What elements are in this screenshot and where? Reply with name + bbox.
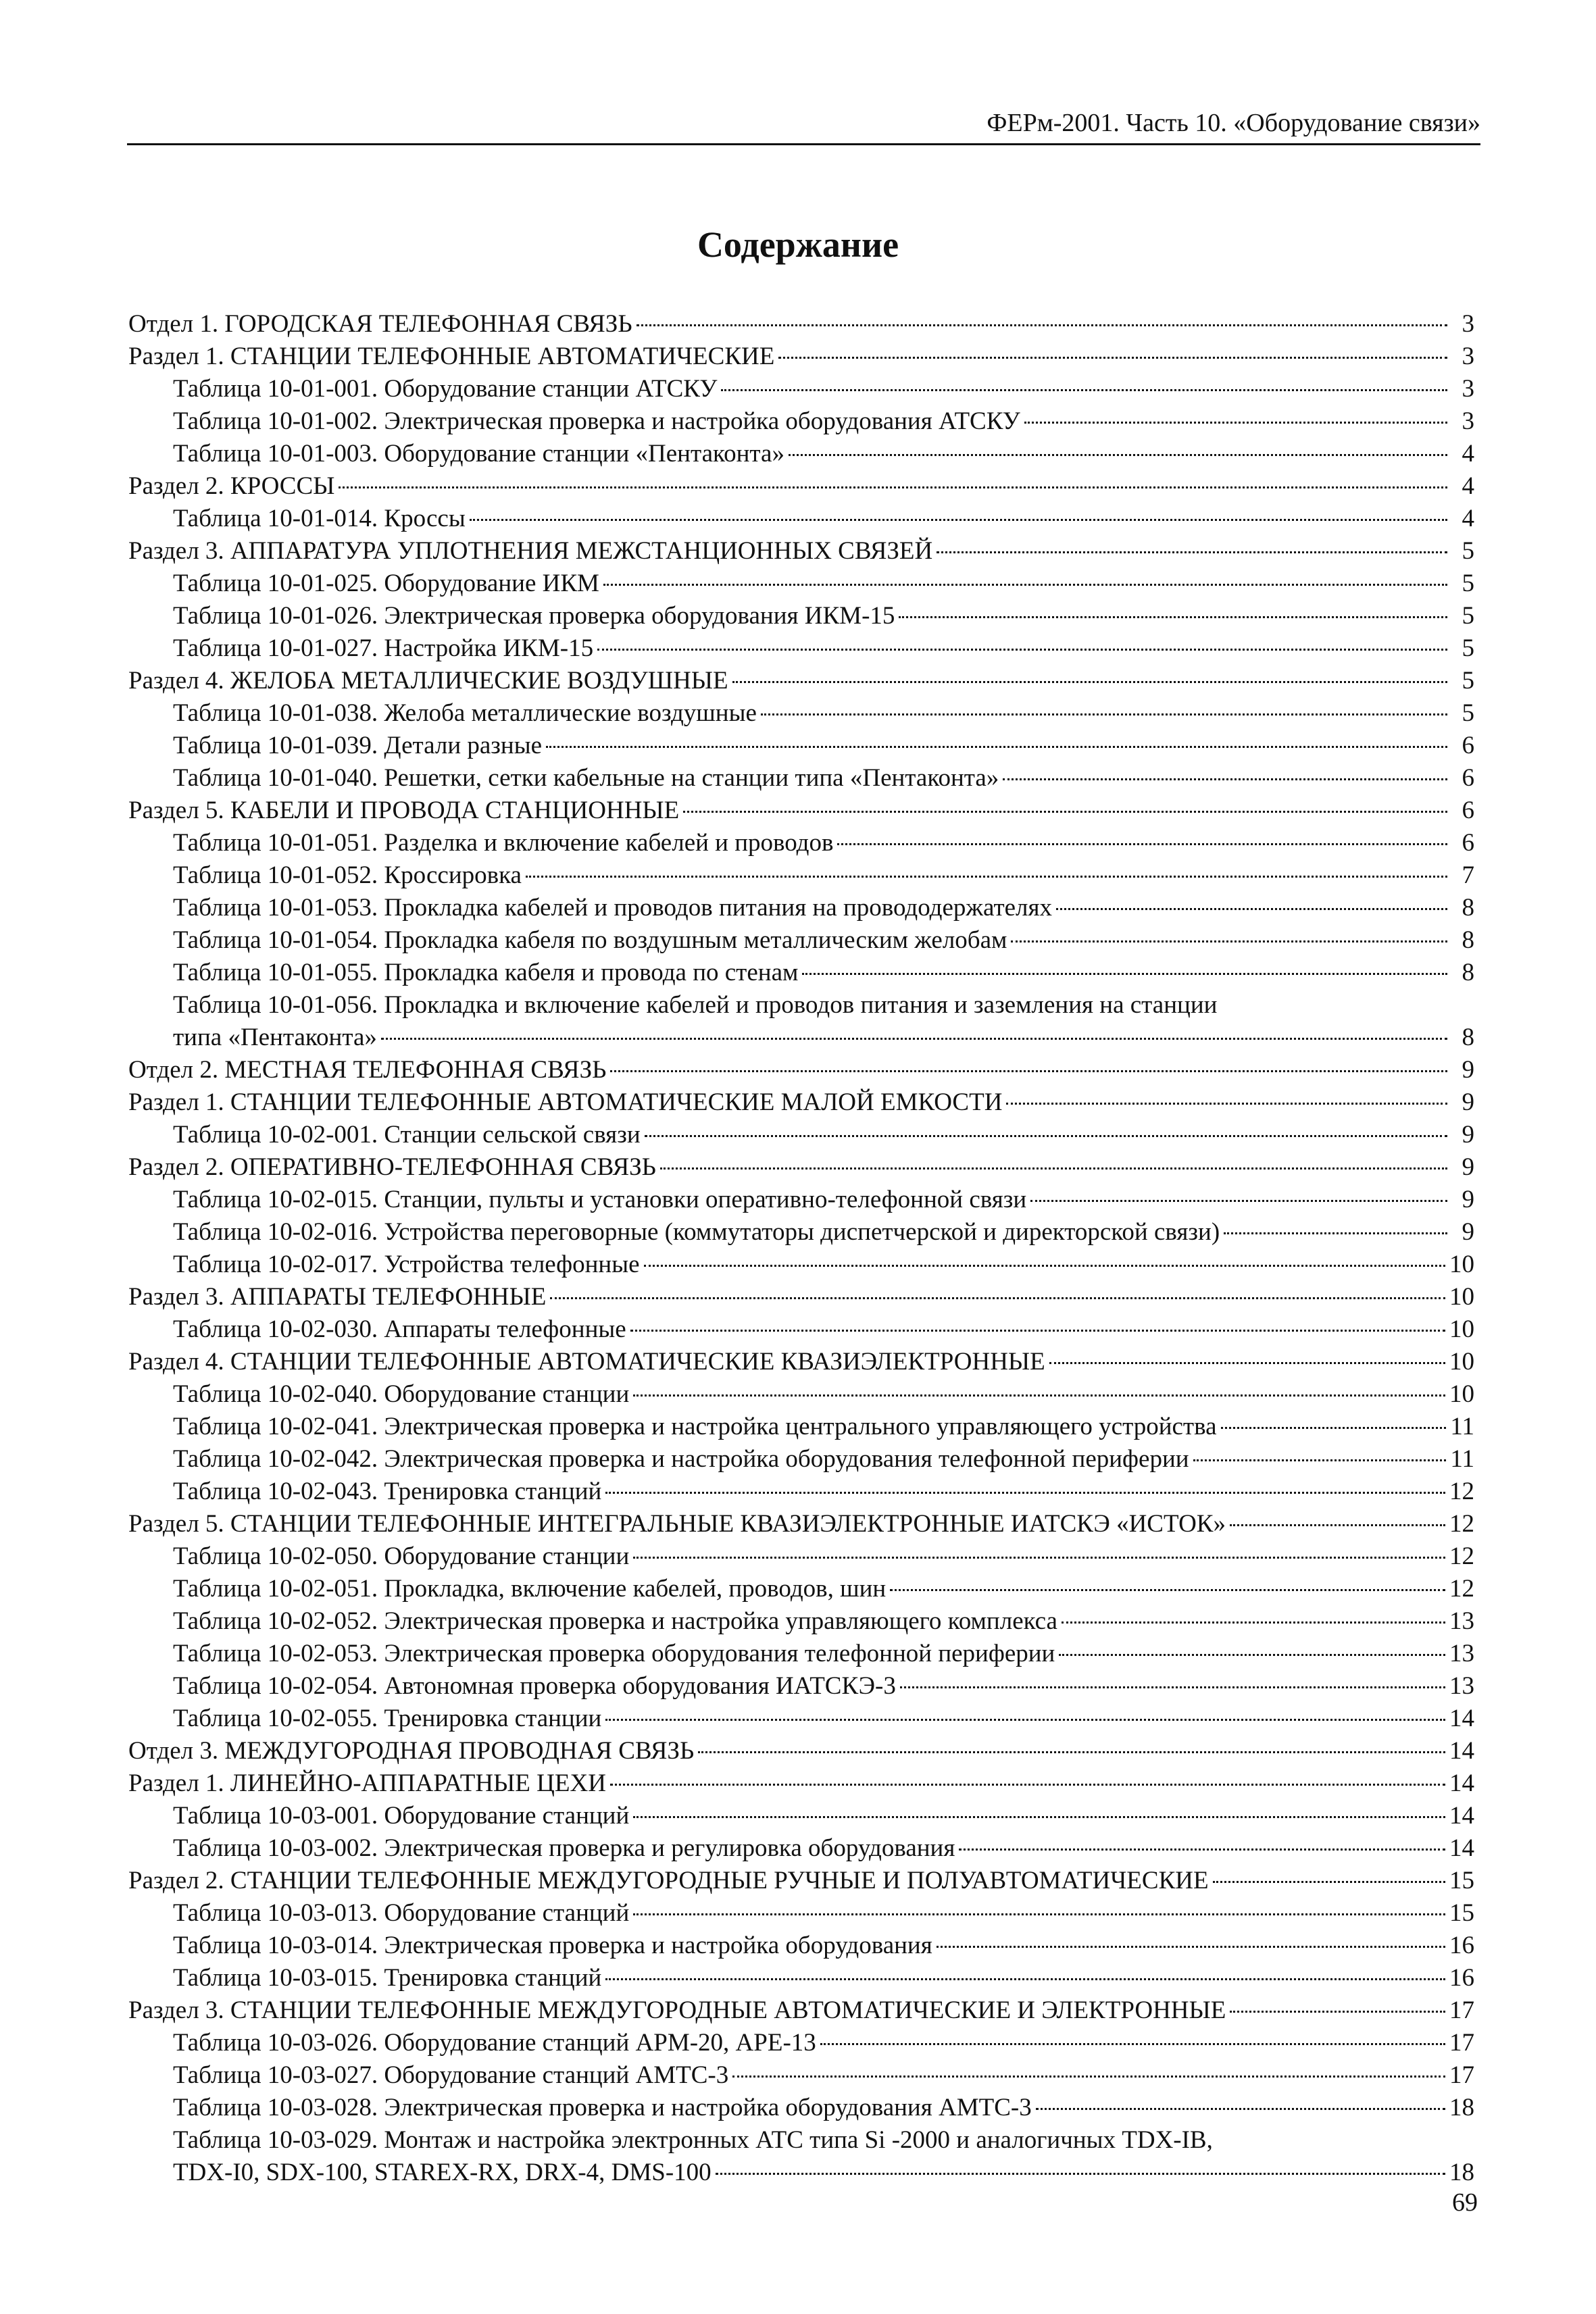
toc-entry-table[interactable] bbox=[128, 892, 1474, 924]
toc-entry-text: Отдел 1. ГОРОДСКАЯ ТЕЛЕФОННАЯ СВЯЗЬ bbox=[128, 310, 632, 338]
toc-entry-table[interactable] bbox=[128, 438, 1474, 470]
toc-entry-table[interactable] bbox=[128, 1313, 1474, 1346]
toc-entry-page: 8 bbox=[1462, 926, 1474, 954]
toc-entry-section[interactable] bbox=[128, 665, 1474, 697]
toc-entry-page: 4 bbox=[1462, 505, 1474, 532]
dot-leader bbox=[778, 357, 1447, 359]
toc-entry-text: Раздел 3. АППАРАТУРА УПЛОТНЕНИЯ МЕЖСТАНЦИОННЫХ СВЯЗЕЙ bbox=[128, 537, 933, 565]
toc-entry-text: Таблица 10-01-053. Прокладка кабелей и проводов питания на провододержателях bbox=[173, 894, 1053, 922]
toc-entry-page: 8 bbox=[1462, 1024, 1474, 1051]
dot-leader bbox=[721, 389, 1447, 391]
toc-entry-section[interactable] bbox=[128, 1281, 1474, 1313]
running-head: ФЕРм-2001. Часть 10. «Оборудование связи» bbox=[127, 108, 1480, 145]
toc-entry-page: 14 bbox=[1449, 1834, 1474, 1862]
toc-entry-text: Таблица 10-03-015. Тренировка станций bbox=[173, 1964, 602, 1992]
toc-entry-text: Таблица 10-02-015. Станции, пульты и установки оперативно-телефонной связи bbox=[173, 1186, 1027, 1213]
toc-entry-table[interactable] bbox=[128, 859, 1474, 892]
toc-entry-text: Таблица 10-03-027. Оборудование станций АМТС-3 bbox=[173, 2061, 729, 2089]
toc-entry-text: Раздел 2. КРОССЫ bbox=[128, 472, 335, 500]
toc-entry-table[interactable] bbox=[128, 1411, 1474, 1443]
dot-leader bbox=[1003, 778, 1447, 780]
dot-leader bbox=[802, 973, 1447, 975]
dot-leader bbox=[633, 1557, 1445, 1559]
dot-leader bbox=[937, 1946, 1445, 1948]
toc-entry-page: 14 bbox=[1449, 1769, 1474, 1797]
toc-entry-text: Таблица 10-01-027. Настройка ИКМ-15 bbox=[173, 634, 594, 662]
toc-entry-text: Таблица 10-02-030. Аппараты телефонные bbox=[173, 1315, 626, 1343]
toc-entry-text: Таблица 10-01-038. Желоба металлические воздушные bbox=[173, 699, 757, 727]
dot-leader bbox=[1024, 422, 1447, 424]
toc-entry-table[interactable] bbox=[128, 1897, 1474, 1930]
toc-entry-text: Таблица 10-01-051. Разделка и включение кабелей и проводов bbox=[173, 829, 834, 857]
toc-entry-table[interactable] bbox=[128, 762, 1474, 795]
toc-entry-page: 9 bbox=[1462, 1153, 1474, 1181]
toc-entry-page: 9 bbox=[1462, 1121, 1474, 1149]
toc-entry-table[interactable] bbox=[128, 1443, 1474, 1476]
toc-entry-page: 17 bbox=[1449, 2061, 1474, 2089]
toc-entry-text-continued: TDX-I0, SDX-100, STAREX-RX, DRX-4, DMS-100 bbox=[173, 2159, 712, 2186]
toc-entry-text: Таблица 10-03-014. Электрическая проверка и настройка оборудования bbox=[173, 1932, 932, 1959]
dot-leader bbox=[550, 1297, 1445, 1299]
dot-leader bbox=[610, 1070, 1447, 1072]
dot-leader bbox=[603, 584, 1447, 586]
toc-entry-table[interactable] bbox=[128, 1119, 1474, 1151]
toc-entry-page: 13 bbox=[1449, 1672, 1474, 1700]
toc-entry-text: Раздел 4. СТАНЦИИ ТЕЛЕФОННЫЕ АВТОМАТИЧЕСКИЕ КВАЗИЭЛЕКТРОННЫЕ bbox=[128, 1348, 1045, 1376]
dot-leader bbox=[470, 519, 1447, 521]
toc-entry-page: 18 bbox=[1449, 2094, 1474, 2121]
dot-leader bbox=[633, 1913, 1445, 1915]
toc-entry-text: Таблица 10-01-025. Оборудование ИКМ bbox=[173, 570, 599, 597]
toc-entry-table[interactable] bbox=[128, 989, 1474, 1054]
dot-leader bbox=[605, 1719, 1445, 1721]
toc-entry-page: 5 bbox=[1462, 602, 1474, 630]
dot-leader bbox=[633, 1394, 1445, 1397]
toc-entry-table[interactable] bbox=[128, 1378, 1474, 1411]
dot-leader bbox=[1030, 1200, 1447, 1202]
toc-entry-page: 10 bbox=[1449, 1348, 1474, 1376]
toc-entry-text: Раздел 1. СТАНЦИИ ТЕЛЕФОННЫЕ АВТОМАТИЧЕСКИЕ МАЛОЙ ЕМКОСТИ bbox=[128, 1088, 1003, 1116]
toc-entry-table[interactable] bbox=[128, 1249, 1474, 1281]
dot-leader bbox=[761, 713, 1447, 715]
toc-entry-page: 10 bbox=[1449, 1283, 1474, 1311]
toc-entry-table[interactable] bbox=[128, 957, 1474, 989]
toc-entry-page: 4 bbox=[1462, 472, 1474, 500]
toc-entry-page: 15 bbox=[1449, 1899, 1474, 1927]
toc-entry-department[interactable] bbox=[128, 308, 1474, 341]
toc-entry-page: 3 bbox=[1462, 375, 1474, 403]
toc-entry-page: 5 bbox=[1462, 634, 1474, 662]
toc-entry-page: 9 bbox=[1462, 1088, 1474, 1116]
toc-entry-section[interactable] bbox=[128, 470, 1474, 503]
toc-entry-table[interactable] bbox=[128, 2059, 1474, 2092]
toc-entry-page: 10 bbox=[1449, 1251, 1474, 1278]
toc-entry-section[interactable] bbox=[128, 1346, 1474, 1378]
toc-entry-table[interactable] bbox=[128, 568, 1474, 600]
toc-entry-page: 15 bbox=[1449, 1867, 1474, 1894]
toc-entry-page: 3 bbox=[1462, 407, 1474, 435]
toc-entry-text: Таблица 10-02-001. Станции сельской связи bbox=[173, 1121, 641, 1149]
dot-leader bbox=[1036, 2108, 1445, 2110]
dot-leader bbox=[1062, 1621, 1445, 1624]
toc-entry-table[interactable] bbox=[128, 1605, 1474, 1638]
toc-entry-text: Таблица 10-01-014. Кроссы bbox=[173, 505, 466, 532]
toc-entry-page: 11 bbox=[1450, 1413, 1474, 1440]
toc-entry-text: Таблица 10-02-055. Тренировка станции bbox=[173, 1705, 602, 1732]
toc-entry-page: 3 bbox=[1462, 310, 1474, 338]
toc-entry-text: Таблица 10-01-026. Электрическая проверка оборудования ИКМ-15 bbox=[173, 602, 895, 630]
toc-entry-section[interactable] bbox=[128, 1151, 1474, 1184]
toc-entry-table[interactable] bbox=[128, 1638, 1474, 1670]
toc-entry-text: Раздел 1. ЛИНЕЙНО-АППАРАТНЫЕ ЦЕХИ bbox=[128, 1769, 606, 1797]
toc-entry-text: Таблица 10-02-050. Оборудование станции bbox=[173, 1542, 630, 1570]
toc-entry-table[interactable] bbox=[128, 1670, 1474, 1703]
toc-entry-page: 16 bbox=[1449, 1964, 1474, 1992]
toc-entry-page: 5 bbox=[1462, 570, 1474, 597]
toc-entry-text: Таблица 10-03-013. Оборудование станций bbox=[173, 1899, 630, 1927]
dot-leader bbox=[605, 1978, 1445, 1980]
dot-leader bbox=[1224, 1232, 1447, 1234]
toc-entry-text: Таблица 10-01-001. Оборудование станции АТСКУ bbox=[173, 375, 718, 403]
toc-entry-text: Таблица 10-02-043. Тренировка станций bbox=[173, 1478, 602, 1505]
toc-entry-text: Таблица 10-01-003. Оборудование станции «Пентаконта» bbox=[173, 440, 784, 468]
dot-leader bbox=[1059, 1654, 1445, 1656]
toc-entry-page: 9 bbox=[1462, 1186, 1474, 1213]
dot-leader bbox=[899, 616, 1447, 618]
page-number: 69 bbox=[1452, 2188, 1478, 2217]
dot-leader bbox=[381, 1038, 1447, 1040]
toc-entry-text: Раздел 2. СТАНЦИИ ТЕЛЕФОННЫЕ МЕЖДУГОРОДНЫЕ РУЧНЫЕ И ПОЛУАВТОМАТИЧЕСКИЕ bbox=[128, 1867, 1209, 1894]
toc-entry-page: 12 bbox=[1449, 1478, 1474, 1505]
toc-entry-page: 8 bbox=[1462, 959, 1474, 986]
toc-entry-page: 9 bbox=[1462, 1056, 1474, 1084]
toc-entry-page: 12 bbox=[1449, 1575, 1474, 1603]
dot-leader bbox=[660, 1167, 1447, 1169]
toc-entry-text: Таблица 10-01-002. Электрическая проверка и настройка оборудования АТСКУ bbox=[173, 407, 1020, 435]
dot-leader bbox=[526, 876, 1447, 878]
toc-entry-table[interactable] bbox=[128, 730, 1474, 762]
dot-leader bbox=[546, 746, 1447, 748]
toc-entry-text: Таблица 10-02-053. Электрическая проверка оборудования телефонной периферии bbox=[173, 1640, 1055, 1667]
toc-entry-page: 12 bbox=[1449, 1510, 1474, 1538]
toc-entry-section[interactable] bbox=[128, 1767, 1474, 1800]
dot-leader bbox=[644, 1265, 1445, 1267]
toc-entry-text: Таблица 10-02-052. Электрическая проверка и настройка управляющего комплекса bbox=[173, 1607, 1057, 1635]
dot-leader bbox=[1006, 1103, 1447, 1105]
dot-leader bbox=[597, 649, 1447, 651]
toc-entry-page: 14 bbox=[1449, 1705, 1474, 1732]
toc-entry-section[interactable] bbox=[128, 535, 1474, 568]
toc-entry-table[interactable] bbox=[128, 1962, 1474, 1994]
toc-entry-text: Таблица 10-03-001. Оборудование станций bbox=[173, 1802, 630, 1830]
toc-entry-page: 10 bbox=[1449, 1315, 1474, 1343]
toc-entry-page: 18 bbox=[1449, 2159, 1474, 2186]
dot-leader bbox=[605, 1492, 1445, 1494]
toc-entry-table[interactable] bbox=[128, 503, 1474, 535]
dot-leader bbox=[900, 1686, 1445, 1688]
toc-entry-table[interactable] bbox=[128, 600, 1474, 632]
toc-entry-text: Таблица 10-02-054. Автономная проверка оборудования ИАТСКЭ-3 bbox=[173, 1672, 896, 1700]
toc-entry-page: 17 bbox=[1449, 2029, 1474, 2057]
toc-entry-section[interactable] bbox=[128, 795, 1474, 827]
dot-leader bbox=[789, 454, 1447, 456]
toc-entry-table[interactable] bbox=[128, 1832, 1474, 1865]
dot-leader bbox=[837, 843, 1447, 845]
dot-leader bbox=[698, 1751, 1445, 1753]
toc-entry-department[interactable] bbox=[128, 1735, 1474, 1767]
dot-leader bbox=[716, 2173, 1445, 2175]
toc-entry-page: 13 bbox=[1449, 1640, 1474, 1667]
toc-entry-text: Таблица 10-01-039. Детали разные bbox=[173, 732, 543, 759]
dot-leader bbox=[1230, 1524, 1445, 1526]
toc-entry-text: Таблица 10-02-017. Устройства телефонные bbox=[173, 1251, 640, 1278]
dot-leader bbox=[732, 2076, 1445, 2078]
table-of-contents bbox=[128, 308, 1474, 2189]
toc-entry-table[interactable] bbox=[128, 632, 1474, 665]
toc-entry-table[interactable] bbox=[128, 373, 1474, 405]
dot-leader bbox=[959, 1848, 1445, 1851]
toc-entry-table[interactable] bbox=[128, 2092, 1474, 2124]
toc-entry-table[interactable] bbox=[128, 1184, 1474, 1216]
dot-leader bbox=[1049, 1362, 1445, 1364]
toc-entry-page: 17 bbox=[1449, 1996, 1474, 2024]
dot-leader bbox=[637, 324, 1447, 326]
toc-entry-table[interactable] bbox=[128, 2027, 1474, 2059]
toc-entry-text: Таблица 10-01-040. Решетки, сетки кабельные на станции типа «Пентаконта» bbox=[173, 764, 999, 792]
toc-entry-text: Таблица 10-02-016. Устройства переговорные (коммутаторы диспетчерской и директорской связи) bbox=[173, 1218, 1220, 1246]
toc-entry-text: Таблица 10-03-026. Оборудование станций АРМ-20, АРЕ-13 bbox=[173, 2029, 816, 2057]
toc-entry-text: Таблица 10-03-029. Монтаж и настройка электронных АТС типа Si -2000 и аналогичных TDX-IB, bbox=[173, 2126, 1213, 2154]
dot-leader bbox=[937, 551, 1447, 553]
toc-entry-section[interactable] bbox=[128, 341, 1474, 373]
toc-entry-text-continued: типа «Пентаконта» bbox=[173, 1024, 377, 1051]
toc-entry-text: Таблица 10-03-028. Электрическая проверка и настройка оборудования АМТС-3 bbox=[173, 2094, 1032, 2121]
toc-entry-page: 6 bbox=[1462, 829, 1474, 857]
toc-entry-text: Таблица 10-01-054. Прокладка кабеля по воздушным металлическим желобам bbox=[173, 926, 1007, 954]
toc-entry-page: 4 bbox=[1462, 440, 1474, 468]
toc-entry-text: Раздел 3. СТАНЦИИ ТЕЛЕФОННЫЕ МЕЖДУГОРОДНЫЕ АВТОМАТИЧЕСКИЕ И ЭЛЕКТРОННЫЕ bbox=[128, 1996, 1226, 2024]
toc-entry-text: Раздел 1. СТАНЦИИ ТЕЛЕФОННЫЕ АВТОМАТИЧЕСКИЕ bbox=[128, 343, 775, 370]
dot-leader bbox=[339, 486, 1447, 488]
toc-entry-table[interactable] bbox=[128, 697, 1474, 730]
toc-entry-section[interactable] bbox=[128, 1994, 1474, 2027]
toc-entry-table[interactable] bbox=[128, 827, 1474, 859]
toc-entry-section[interactable] bbox=[128, 1086, 1474, 1119]
toc-entry-table[interactable] bbox=[128, 1573, 1474, 1605]
toc-entry-page: 16 bbox=[1449, 1932, 1474, 1959]
toc-entry-page: 9 bbox=[1462, 1218, 1474, 1246]
toc-entry-page: 12 bbox=[1449, 1542, 1474, 1570]
toc-entry-table[interactable] bbox=[128, 1800, 1474, 1832]
toc-entry-table[interactable] bbox=[128, 1476, 1474, 1508]
toc-entry-table[interactable] bbox=[128, 1930, 1474, 1962]
toc-entry-text: Раздел 5. КАБЕЛИ И ПРОВОДА СТАНЦИОННЫЕ bbox=[128, 797, 680, 824]
dot-leader bbox=[645, 1135, 1447, 1137]
dot-leader bbox=[890, 1589, 1445, 1591]
toc-entry-text: Таблица 10-02-042. Электрическая проверка и настройка оборудования телефонной периферии bbox=[173, 1445, 1189, 1473]
toc-entry-text: Отдел 2. МЕСТНАЯ ТЕЛЕФОННАЯ СВЯЗЬ bbox=[128, 1056, 607, 1084]
toc-entry-table[interactable] bbox=[128, 405, 1474, 438]
dot-leader bbox=[732, 681, 1447, 683]
toc-entry-department[interactable] bbox=[128, 1054, 1474, 1086]
dot-leader bbox=[1221, 1427, 1447, 1429]
toc-entry-page: 6 bbox=[1462, 764, 1474, 792]
toc-entry-text: Раздел 2. ОПЕРАТИВНО-ТЕЛЕФОННАЯ СВЯЗЬ bbox=[128, 1153, 656, 1181]
toc-entry-section[interactable] bbox=[128, 1508, 1474, 1540]
toc-entry-page: 5 bbox=[1462, 699, 1474, 727]
toc-entry-text: Таблица 10-01-055. Прокладка кабеля и провода по стенам bbox=[173, 959, 799, 986]
toc-entry-page: 14 bbox=[1449, 1737, 1474, 1765]
toc-entry-page: 11 bbox=[1450, 1445, 1474, 1473]
dot-leader bbox=[683, 811, 1447, 813]
toc-entry-text: Таблица 10-03-002. Электрическая проверка и регулировка оборудования bbox=[173, 1834, 955, 1862]
toc-entry-text: Раздел 5. СТАНЦИИ ТЕЛЕФОННЫЕ ИНТЕГРАЛЬНЫЕ КВАЗИЭЛЕКТРОННЫЕ ИАТСКЭ «ИСТОК» bbox=[128, 1510, 1226, 1538]
toc-entry-section[interactable] bbox=[128, 1865, 1474, 1897]
dot-leader bbox=[1213, 1881, 1445, 1883]
toc-entry-text: Раздел 3. АППАРАТЫ ТЕЛЕФОННЫЕ bbox=[128, 1283, 547, 1311]
dot-leader bbox=[820, 2043, 1445, 2045]
toc-entry-page: 8 bbox=[1462, 894, 1474, 922]
page-title: Содержание bbox=[697, 224, 899, 265]
toc-entry-text: Таблица 10-01-056. Прокладка и включение кабелей и проводов питания и заземления на станции bbox=[173, 991, 1218, 1019]
toc-entry-text: Таблица 10-01-052. Кроссировка bbox=[173, 861, 522, 889]
toc-entry-page: 7 bbox=[1462, 861, 1474, 889]
toc-entry-text: Таблица 10-02-051. Прокладка, включение кабелей, проводов, шин bbox=[173, 1575, 887, 1603]
toc-entry-page: 5 bbox=[1462, 537, 1474, 565]
toc-entry-table[interactable] bbox=[128, 1703, 1474, 1735]
toc-entry-page: 13 bbox=[1449, 1607, 1474, 1635]
toc-entry-table[interactable] bbox=[128, 1216, 1474, 1249]
dot-leader bbox=[630, 1330, 1445, 1332]
toc-entry-table[interactable] bbox=[128, 924, 1474, 957]
toc-entry-text: Таблица 10-02-040. Оборудование станции bbox=[173, 1380, 630, 1408]
dot-leader bbox=[633, 1816, 1445, 1818]
toc-entry-page: 3 bbox=[1462, 343, 1474, 370]
toc-entry-table[interactable] bbox=[128, 1540, 1474, 1573]
toc-entry-page: 6 bbox=[1462, 732, 1474, 759]
toc-entry-text: Раздел 4. ЖЕЛОБА МЕТАЛЛИЧЕСКИЕ ВОЗДУШНЫЕ bbox=[128, 667, 728, 695]
toc-entry-page: 10 bbox=[1449, 1380, 1474, 1408]
toc-entry-page: 5 bbox=[1462, 667, 1474, 695]
dot-leader bbox=[1056, 908, 1447, 910]
dot-leader bbox=[610, 1784, 1445, 1786]
dot-leader bbox=[1011, 940, 1447, 942]
toc-entry-table[interactable] bbox=[128, 2124, 1474, 2189]
toc-entry-text: Отдел 3. МЕЖДУГОРОДНАЯ ПРОВОДНАЯ СВЯЗЬ bbox=[128, 1737, 695, 1765]
dot-leader bbox=[1230, 2011, 1445, 2013]
toc-entry-text: Таблица 10-02-041. Электрическая проверка и настройка центрального управляющего устройства bbox=[173, 1413, 1217, 1440]
dot-leader bbox=[1193, 1459, 1447, 1461]
toc-entry-page: 14 bbox=[1449, 1802, 1474, 1830]
toc-entry-page: 6 bbox=[1462, 797, 1474, 824]
